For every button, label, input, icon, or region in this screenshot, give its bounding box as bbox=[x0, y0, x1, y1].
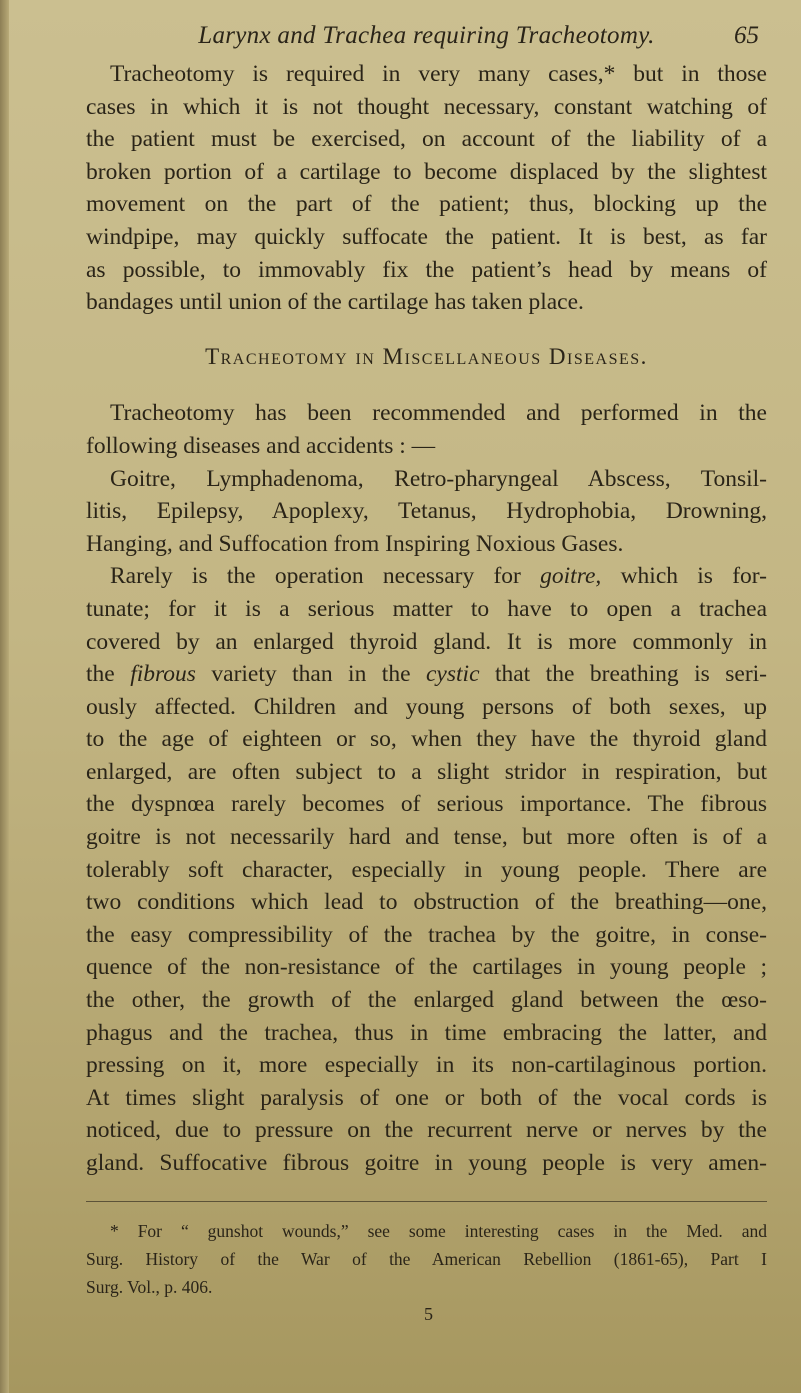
text-segment: windpipe, may quickly suffocate the patient. It is best, as far bbox=[86, 223, 767, 250]
text-line bbox=[86, 1017, 767, 1050]
text-segment: tolerably soft character, especially in young people. There are bbox=[86, 856, 767, 883]
text-segment: the dyspnœa rarely becomes of serious importance. The fibrous bbox=[86, 791, 767, 818]
footnote-rule bbox=[86, 1201, 767, 1202]
text-line bbox=[86, 1049, 767, 1082]
text-line bbox=[86, 1114, 767, 1147]
text-segment: Hanging, and Suffocation from Inspiring Noxious Gases. bbox=[86, 530, 624, 557]
text-line bbox=[86, 560, 767, 593]
paragraph-liability bbox=[86, 58, 767, 319]
footnote-line: Surg. History of the War of the American Rebellion (1861-65), Part I bbox=[86, 1248, 767, 1269]
text-line bbox=[86, 397, 767, 430]
text-line bbox=[86, 951, 767, 984]
italic-term: goitre, bbox=[540, 563, 602, 590]
text-segment: noticed, due to pressure on the recurrent nerve or nerves by the bbox=[86, 1117, 767, 1144]
text-line bbox=[86, 984, 767, 1017]
text-segment: phagus and the trachea, thus in time embracing the latter, and bbox=[86, 1019, 767, 1046]
text-segment: At times slight paralysis of one or both of the vocal cords is bbox=[86, 1084, 767, 1111]
italic-term: fibrous bbox=[130, 661, 196, 688]
text-segment: the easy compressibility of the trachea by the goitre, in conse- bbox=[86, 921, 767, 948]
text-segment: goitre is not necessarily hard and tense, but more often is of a bbox=[86, 824, 767, 851]
text-segment: the other, the growth of the enlarged gland between the œso- bbox=[86, 987, 767, 1014]
text-line bbox=[86, 691, 767, 724]
footnote bbox=[86, 1218, 767, 1301]
text-line bbox=[86, 626, 767, 659]
text-line bbox=[86, 1082, 767, 1115]
footnote-line: Surg. Vol., p. 406. bbox=[86, 1276, 213, 1297]
text-segment: the patient must be exercised, on account of the liability of a bbox=[86, 126, 767, 153]
text-line bbox=[86, 821, 767, 854]
text-line bbox=[86, 221, 767, 254]
text-line bbox=[86, 1147, 767, 1180]
text-segment: litis, Epilepsy, Apoplexy, Tetanus, Hydrophobia, Drowning, bbox=[86, 498, 767, 525]
text-segment: bandages until union of the cartilage has taken place. bbox=[86, 289, 584, 316]
text-segment: which is for- bbox=[601, 563, 767, 590]
text-segment: the bbox=[86, 661, 131, 688]
text-line bbox=[86, 756, 767, 789]
text-line bbox=[86, 854, 767, 887]
text-line bbox=[86, 430, 767, 463]
text-line bbox=[86, 58, 767, 91]
text-segment: following diseases and accidents : — bbox=[86, 432, 436, 459]
text-segment: variety than in the bbox=[195, 661, 426, 688]
text-segment: covered by an enlarged thyroid gland. It is more commonly in bbox=[86, 628, 767, 655]
text-segment: quence of the non-resistance of the cartilages in young people ; bbox=[86, 954, 767, 981]
text-line bbox=[86, 286, 767, 319]
section-heading: Tracheotomy in Miscellaneous Diseases. bbox=[205, 343, 648, 369]
text-line bbox=[86, 528, 767, 561]
text-line bbox=[86, 919, 767, 952]
text-line bbox=[86, 593, 767, 626]
text-line bbox=[86, 254, 767, 287]
italic-term: cystic bbox=[426, 661, 480, 688]
text-segment: movement on the part of the patient; thus, blocking up the bbox=[86, 191, 767, 218]
book-spine-edge bbox=[0, 0, 9, 1393]
section-miscellaneous-diseases bbox=[86, 397, 767, 1179]
text-line bbox=[86, 788, 767, 821]
text-segment: to the age of eighteen or so, when they have the thyroid gland bbox=[86, 726, 767, 753]
text-segment: ously affected. Children and young persons of both sexes, up bbox=[86, 693, 767, 720]
text-segment: that the breathing is seri- bbox=[479, 661, 767, 688]
text-line bbox=[86, 723, 767, 756]
text-line bbox=[86, 188, 767, 221]
body-text bbox=[86, 58, 767, 1180]
text-line bbox=[86, 658, 767, 691]
footnote-line: * For “ gunshot wounds,” see some interesting cases in the Med. and bbox=[110, 1221, 767, 1241]
text-segment: Rarely is the operation necessary for bbox=[110, 563, 541, 590]
text-segment: Tracheotomy has been recommended and performed in the bbox=[110, 400, 767, 427]
text-segment: enlarged, are often subject to a slight stridor in respiration, but bbox=[86, 758, 767, 785]
text-segment: as possible, to immovably fix the patient’s head by means of bbox=[86, 256, 767, 283]
text-line bbox=[86, 123, 767, 156]
page-number: 65 bbox=[734, 22, 759, 49]
text-line bbox=[86, 463, 767, 496]
text-segment: cases in which it is not thought necessary, constant watching of bbox=[86, 93, 767, 120]
text-segment: Tracheotomy is required in very many cases,* but in those bbox=[110, 61, 767, 87]
text-segment: pressing on it, more especially in its non-cartilaginous portion. bbox=[86, 1052, 767, 1079]
page-header bbox=[86, 22, 767, 56]
text-line bbox=[86, 156, 767, 189]
running-title: Larynx and Trachea requiring Tracheotomy. bbox=[198, 22, 655, 49]
text-segment: broken portion of a cartilage to become displaced by the slightest bbox=[86, 158, 767, 185]
text-segment: tunate; for it is a serious matter to have to open a trachea bbox=[86, 595, 767, 622]
text-segment: two conditions which lead to obstruction of the breathing—one, bbox=[86, 889, 767, 916]
text-line bbox=[86, 91, 767, 124]
text-line bbox=[86, 495, 767, 528]
text-segment: Goitre, Lymphadenoma, Retro-pharyngeal Abscess, Tonsil- bbox=[110, 465, 767, 492]
text-line bbox=[86, 886, 767, 919]
text-segment: gland. Suffocative fibrous goitre in young people is very amen- bbox=[86, 1150, 767, 1176]
signature-mark: 5 bbox=[424, 1304, 433, 1324]
